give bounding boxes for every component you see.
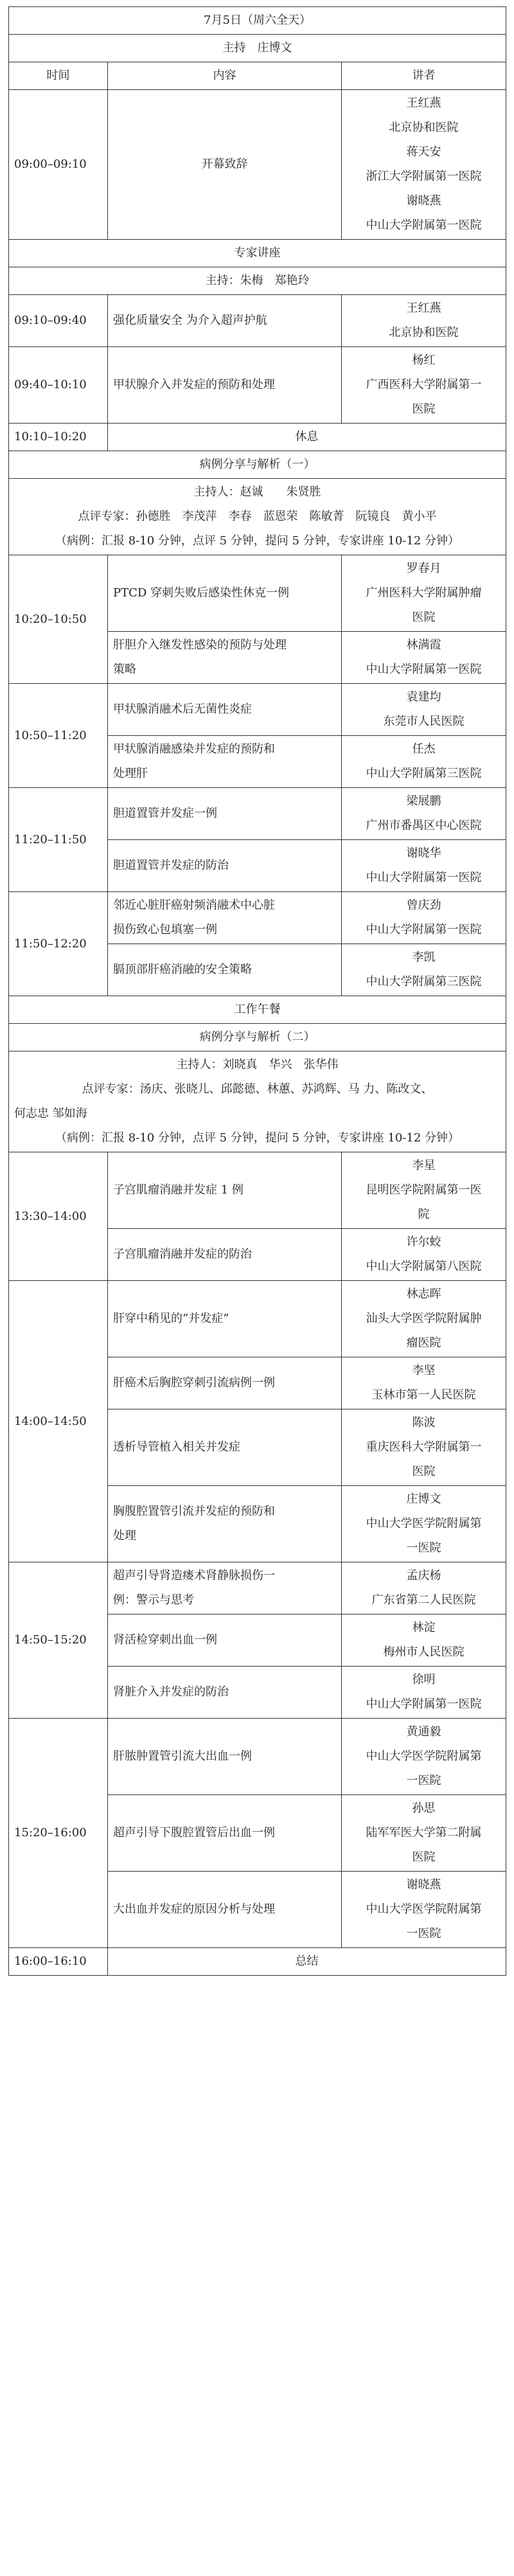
- session-info-row: [9, 1051, 506, 1152]
- col-header-time: 时间: [9, 62, 108, 90]
- table-row: [9, 1719, 506, 1795]
- table-row: [9, 1562, 506, 1614]
- lunch-label: 工作午餐: [9, 996, 506, 1024]
- talk-topic: [108, 1409, 342, 1486]
- table-row: [9, 90, 506, 240]
- talk-topic: [108, 944, 342, 996]
- section-title: 病例分享与解析（一）: [9, 451, 506, 479]
- talk-topic: [108, 555, 342, 632]
- format-note: （病例：汇报 8-10 分钟，点评 5 分钟，提问 5 分钟，专家讲座 10-12 分钟）: [55, 534, 460, 548]
- time-slot: 10:50–11:20: [9, 684, 108, 788]
- speaker-line: 中山大学医学院附属第: [366, 1517, 482, 1530]
- topic-line: 肾活检穿刺出血一例: [113, 1633, 217, 1647]
- speaker-line: 林淀: [412, 1621, 436, 1634]
- speaker-info: [342, 1562, 506, 1614]
- talk-topic: 开幕致辞: [108, 90, 342, 240]
- reviewers-line: 何志忠 邹如海: [14, 1107, 87, 1120]
- reviewers-line: 点评专家：孙德胜 李茂萍 李春 蓝恩荣 陈敏菁 阮镜良 黄小平: [78, 510, 437, 523]
- topic-line: 超声引导下腹腔置管后出血一例: [113, 1826, 275, 1839]
- speaker-line: 王红燕: [406, 96, 441, 110]
- topic-line: PTCD 穿刺失败后感染性休克一例: [113, 586, 290, 600]
- time-slot: 14:50–15:20: [9, 1562, 108, 1719]
- speaker-line: 中山大学附属第一医院: [366, 1697, 482, 1711]
- session-host: 主持人：刘晓真 华兴 张华伟: [176, 1058, 339, 1071]
- schedule-table: [8, 6, 506, 1976]
- talk-topic: [108, 1614, 342, 1667]
- table-row: [9, 684, 506, 736]
- speaker-line: 昆明医学院附属第一医: [366, 1183, 482, 1197]
- topic-line: 肝胆介入继发性感染的预防与处理: [113, 638, 287, 652]
- table-row: [9, 892, 506, 944]
- speaker-line: 中山大学附属第八医院: [366, 1260, 482, 1273]
- topic-line: 胆道置管并发症的防治: [113, 859, 229, 872]
- session-host: 主持：朱梅 郑艳玲: [9, 267, 506, 295]
- time-slot: 11:50–12:20: [9, 892, 108, 996]
- speaker-info: [342, 892, 506, 944]
- talk-topic: [108, 1562, 342, 1614]
- lunch-row: [9, 996, 506, 1024]
- topic-line: 例：警示与思考: [113, 1593, 194, 1607]
- speaker-line: 孟庆杨: [406, 1569, 441, 1582]
- topic-line: 肝脓肿置管引流大出血一例: [113, 1749, 252, 1763]
- topic-line: 甲状腺介入并发症的预防和处理: [113, 378, 275, 391]
- speaker-info: [342, 1486, 506, 1562]
- time-slot: 10:10–10:20: [9, 424, 108, 451]
- speaker-line: 浙江大学附属第一医院: [366, 170, 482, 183]
- speaker-info: [342, 1614, 506, 1667]
- break-label: 休息: [108, 424, 506, 451]
- speaker-line: 一医院: [406, 1541, 441, 1555]
- talk-topic: [108, 632, 342, 684]
- speaker-line: 曾庆劲: [406, 899, 441, 912]
- time-slot: 13:30–14:00: [9, 1152, 108, 1281]
- header-row: [9, 62, 506, 90]
- topic-line: 膈顶部肝癌消融的安全策略: [113, 963, 252, 976]
- topic-line: 透析导管植入相关并发症: [113, 1440, 240, 1454]
- speaker-line: 李星: [412, 1159, 436, 1172]
- format-note: （病例：汇报 8-10 分钟，点评 5 分钟，提问 5 分钟，专家讲座 10-12 分钟）: [55, 1131, 460, 1145]
- topic-line: 甲状腺消融术后无菌性炎症: [113, 702, 252, 716]
- speaker-line: 广州市番禺区中心医院: [366, 819, 482, 832]
- session-host: 主持人：赵诚 朱贤胜: [193, 485, 321, 499]
- speaker-info: [342, 632, 506, 684]
- table-row: [9, 1281, 506, 1357]
- speaker-line: 陈波: [412, 1416, 436, 1429]
- speaker-line: 中山大学附属第一医院: [366, 871, 482, 884]
- speaker-line: 徐明: [412, 1673, 436, 1686]
- closing-label: 总结: [108, 1948, 506, 1976]
- speaker-line: 许尔蛟: [406, 1235, 441, 1249]
- speaker-line: 医院: [412, 402, 436, 416]
- time-slot: 16:00–16:10: [9, 1948, 108, 1976]
- time-slot: 11:20–11:50: [9, 788, 108, 892]
- speaker-line: 广西医科大学附属第一: [366, 378, 482, 391]
- speaker-line: 一医院: [406, 1774, 441, 1787]
- speaker-line: 罗春月: [406, 562, 441, 575]
- speaker-line: 玉林市第一人民医院: [371, 1388, 476, 1402]
- topic-line: 胆道置管并发症一例: [113, 807, 217, 820]
- speaker-line: 谢晓燕: [406, 194, 441, 208]
- speaker-line: 院: [418, 1208, 430, 1221]
- speaker-info: [342, 1409, 506, 1486]
- speaker-line: 谢晓燕: [406, 1878, 441, 1892]
- speaker-line: 中山大学附属第一医院: [366, 663, 482, 676]
- table-row: [9, 295, 506, 347]
- table-row: [9, 555, 506, 632]
- speaker-info: [342, 840, 506, 892]
- speaker-line: 汕头大学医学院附属肿: [366, 1312, 482, 1325]
- speaker-line: 王红燕: [406, 301, 441, 315]
- speaker-line: 谢晓华: [406, 846, 441, 860]
- title-row: [9, 7, 506, 35]
- speaker-line: 袁建均: [406, 690, 441, 704]
- speaker-line: 中山大学医学院附属第: [366, 1749, 482, 1763]
- talk-topic: [108, 1872, 342, 1948]
- talk-topic: [108, 1357, 342, 1409]
- break-row: [9, 424, 506, 451]
- time-slot: 09:10–09:40: [9, 295, 108, 347]
- col-header-speaker: 讲者: [342, 62, 506, 90]
- topic-line: 甲状腺消融感染并发症的预防和: [113, 742, 275, 756]
- speaker-line: 东莞市人民医院: [383, 715, 465, 728]
- topic-line: 子宫肌瘤消融并发症的防治: [113, 1248, 252, 1261]
- section-row: [9, 240, 506, 267]
- speaker-line: 医院: [412, 1465, 436, 1478]
- speaker-line: 中山大学附属第一医院: [366, 923, 482, 936]
- topic-line: 子宫肌瘤消融并发症 1 例: [113, 1183, 244, 1197]
- talk-topic: [108, 1229, 342, 1281]
- speaker-line: 医院: [412, 611, 436, 624]
- speaker-info: [342, 788, 506, 840]
- speaker-line: 北京协和医院: [389, 326, 459, 339]
- speaker-line: 中山大学附属第一医院: [366, 219, 482, 232]
- speaker-line: 庄博文: [406, 1492, 441, 1506]
- time-slot: 15:20–16:00: [9, 1719, 108, 1948]
- speaker-info: [342, 1152, 506, 1229]
- speaker-info: [342, 90, 506, 240]
- speaker-info: [342, 684, 506, 736]
- time-slot: 10:20–10:50: [9, 555, 108, 684]
- session-info: [9, 1051, 506, 1152]
- topic-line: 肝癌术后胸腔穿刺引流病例一例: [113, 1376, 275, 1390]
- topic-line: 大出血并发症的原因分析与处理: [113, 1902, 275, 1916]
- topic-line: 肾脏介入并发症的防治: [113, 1685, 229, 1699]
- speaker-line: 李坚: [412, 1364, 436, 1377]
- speaker-info: [342, 1719, 506, 1795]
- talk-topic: [108, 788, 342, 840]
- speaker-line: 任杰: [412, 742, 436, 756]
- speaker-info: [342, 1357, 506, 1409]
- talk-topic: [108, 295, 342, 347]
- speaker-line: 蒋天安: [406, 145, 441, 159]
- table-row: [9, 347, 506, 424]
- talk-topic: [108, 1719, 342, 1795]
- speaker-line: 医院: [412, 1850, 436, 1864]
- time-slot: 09:00–09:10: [9, 90, 108, 240]
- speaker-line: 梅州市人民医院: [383, 1645, 465, 1659]
- speaker-line: 黄通毅: [406, 1725, 441, 1739]
- speaker-line: 林满霞: [406, 638, 441, 652]
- closing-row: [9, 1948, 506, 1976]
- topic-line: 处理: [113, 1529, 136, 1543]
- reviewers-line: 点评专家：汤庆、张晓儿、邱懿德、林蕙、苏鸿辉、马 力、陈改文、: [82, 1082, 433, 1096]
- table-row: [9, 788, 506, 840]
- session-info-row: [9, 479, 506, 555]
- topic-line: 策略: [113, 663, 136, 676]
- talk-topic: [108, 840, 342, 892]
- day-title: 7月5日（周六全天）: [9, 7, 506, 35]
- section-row: [9, 451, 506, 479]
- topic-line: 邻近心脏肝癌射频消融术中心脏: [113, 899, 275, 912]
- host-row: [9, 35, 506, 62]
- session-info: [9, 479, 506, 555]
- topic-line: 肝穿中稍见的“并发症”: [113, 1312, 229, 1325]
- talk-topic: [108, 736, 342, 788]
- speaker-info: [342, 1667, 506, 1719]
- speaker-line: 梁展鹏: [406, 794, 441, 808]
- topic-line: 胸腹腔置管引流并发症的预防和: [113, 1505, 275, 1518]
- speaker-line: 广东省第二人民医院: [371, 1593, 476, 1607]
- speaker-line: 中山大学附属第三医院: [366, 767, 482, 780]
- speaker-info: [342, 555, 506, 632]
- speaker-info: [342, 1281, 506, 1357]
- speaker-line: 重庆医科大学附属第一: [366, 1440, 482, 1454]
- speaker-line: 中山大学附属第三医院: [366, 975, 482, 988]
- time-slot: 09:40–10:10: [9, 347, 108, 424]
- speaker-info: [342, 736, 506, 788]
- speaker-line: 孙思: [412, 1802, 436, 1815]
- session-host: 主持 庄博文: [9, 35, 506, 62]
- speaker-line: 一医院: [406, 1927, 441, 1940]
- talk-topic: [108, 892, 342, 944]
- speaker-line: 陆军军医大学第二附属: [366, 1826, 482, 1839]
- speaker-info: [342, 944, 506, 996]
- speaker-line: 林志晖: [406, 1287, 441, 1301]
- speaker-info: [342, 295, 506, 347]
- talk-topic: [108, 347, 342, 424]
- speaker-line: 北京协和医院: [389, 121, 459, 134]
- topic-line: 超声引导肾造瘘术肾静脉损伤一: [113, 1569, 275, 1582]
- speaker-line: 中山大学医学院附属第: [366, 1902, 482, 1916]
- talk-topic: [108, 1152, 342, 1229]
- speaker-line: 杨红: [412, 353, 436, 367]
- speaker-info: [342, 1872, 506, 1948]
- speaker-info: [342, 347, 506, 424]
- speaker-info: [342, 1795, 506, 1872]
- section-row: [9, 1024, 506, 1051]
- talk-topic: [108, 1667, 342, 1719]
- table-row: [9, 1152, 506, 1229]
- col-header-content: 内容: [108, 62, 342, 90]
- speaker-line: 瘤医院: [406, 1336, 441, 1350]
- talk-topic: [108, 684, 342, 736]
- speaker-line: 李凯: [412, 951, 436, 964]
- talk-topic: [108, 1281, 342, 1357]
- speaker-info: [342, 1229, 506, 1281]
- topic-line: 处理肝: [113, 767, 148, 780]
- talk-topic: [108, 1486, 342, 1562]
- talk-topic: [108, 1795, 342, 1872]
- host-row: [9, 267, 506, 295]
- section-title: 专家讲座: [9, 240, 506, 267]
- topic-line: 损伤致心包填塞一例: [113, 923, 217, 936]
- speaker-line: 广州医科大学附属肿瘤: [366, 586, 482, 600]
- topic-line: 强化质量安全 为介入超声护航: [113, 314, 267, 327]
- section-title: 病例分享与解析（二）: [9, 1024, 506, 1051]
- time-slot: 14:00–14:50: [9, 1281, 108, 1562]
